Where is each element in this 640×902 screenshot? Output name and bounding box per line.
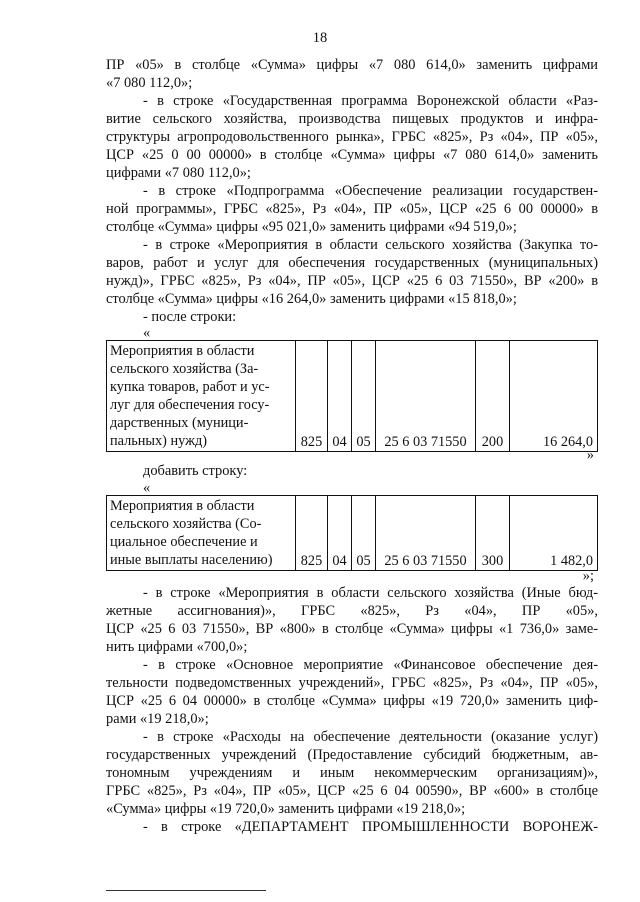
table-row xyxy=(107,496,598,571)
body-line: нить цифрами «700,0»; xyxy=(106,639,248,655)
body-line: рами «19 218,0»; xyxy=(106,711,209,727)
table-cell-csr: 25 6 03 71550 xyxy=(376,341,476,452)
table-cell-vr: 300 xyxy=(476,496,510,571)
footer-rule xyxy=(106,890,266,891)
close-quote: »; xyxy=(582,568,594,584)
body-line: - в строке «ДЕПАРТАМЕНТ ПРОМЫШЛЕННОСТИ ВОРОНЕЖ- xyxy=(143,819,598,835)
table-cell-pr: 05 xyxy=(352,496,376,571)
close-quote: » xyxy=(586,447,594,463)
budget-table-original-row xyxy=(106,340,598,452)
open-quote: « xyxy=(143,325,151,341)
table-cell-pr: 05 xyxy=(352,341,376,452)
body-line: - в строке «Мероприятия в области сельского хозяйства (Закупка то- xyxy=(143,237,598,253)
body-line: структуры агропродовольственного рынка», ГРБС «825», Рз «04», ПР «05», xyxy=(106,129,598,145)
table-cell-grbs: 825 xyxy=(296,341,328,452)
body-line: ной программы», ГРБС «825», Рз «04», ПР «05», ЦСР «25 6 00 00000» в xyxy=(106,201,598,217)
table-cell-sum: 1 482,0 xyxy=(510,496,598,571)
body-line: добавить строку: xyxy=(143,463,248,479)
table-cell-rz: 04 xyxy=(328,496,352,571)
name-line: сельского хозяйства (Со- xyxy=(110,516,262,532)
open-quote: « xyxy=(143,480,151,496)
body-line: столбце «Сумма» цифры «16 264,0» заменить цифрами «15 818,0»; xyxy=(106,291,517,307)
table-cell-name xyxy=(107,496,296,571)
name-line: купка товаров, работ и ус- xyxy=(110,379,270,395)
body-line: ГРБС «825», Рз «04», ПР «05», ЦСР «25 6 04 00590», ВР «600» в столбце xyxy=(106,783,598,799)
name-line: сельского хозяйства (За- xyxy=(110,361,259,377)
name-line: Мероприятия в области xyxy=(110,498,255,514)
body-line: - в строке «Государственная программа Воронежской области «Раз- xyxy=(143,93,598,109)
body-line: - в строке «Основное мероприятие «Финансовое обеспечение дея- xyxy=(143,657,598,673)
body-line: ЦСР «25 6 03 71550», ВР «800» в столбце «Сумма» цифры «1 736,0» заме- xyxy=(106,621,598,637)
table-cell-sum: 16 264,0 xyxy=(510,341,598,452)
body-line: ПР «05» в столбце «Сумма» цифры «7 080 614,0» заменить цифрами xyxy=(106,57,598,73)
body-line: - в строке «Мероприятия в области сельского хозяйства (Иные бюд- xyxy=(143,585,598,601)
table-cell-rz: 04 xyxy=(328,341,352,452)
body-line: - в строке «Подпрограмма «Обеспечение реализации государствен- xyxy=(143,183,598,199)
page-number: 18 xyxy=(312,30,328,46)
body-line: варов, работ и услуг для обеспечения государственных (муниципальных) xyxy=(106,255,598,271)
body-line: - после строки: xyxy=(143,309,237,325)
name-line: циальное обеспечение и xyxy=(110,534,258,550)
body-line: тельности подведомственных учреждений», ГРБС «825», Рз «04», ПР «05», xyxy=(106,675,598,691)
body-line: витие сельского хозяйства, производства пищевых продуктов и инфра- xyxy=(106,111,598,127)
body-line: цифрами «7 080 112,0»; xyxy=(106,165,251,181)
body-line: ЦСР «25 0 00 00000» в столбце «Сумма» цифры «7 080 614,0» заменить xyxy=(106,147,598,163)
body-line: жетные ассигнования)», ГРБС «825», Рз «04», ПР «05», xyxy=(106,603,598,619)
name-line: дарственных (муници- xyxy=(110,415,249,431)
body-line: ЦСР «25 6 04 00000» в столбце «Сумма» цифры «19 720,0» заменить циф- xyxy=(106,693,598,709)
body-line: «Сумма» цифры «19 720,0» заменить цифрами «19 218,0»; xyxy=(106,801,466,817)
body-line: государственных учреждений (Предоставление субсидий бюджетным, ав- xyxy=(106,747,598,763)
name-line: пальных) нужд) xyxy=(110,433,208,449)
budget-table-added-row xyxy=(106,495,598,571)
name-line: Мероприятия в области xyxy=(110,343,255,359)
table-cell-vr: 200 xyxy=(476,341,510,452)
body-line: нужд)», ГРБС «825», Рз «04», ПР «05», ЦСР «25 6 03 71550», ВР «200» в xyxy=(106,273,598,289)
table-row xyxy=(107,341,598,452)
body-line: «7 080 112,0»; xyxy=(106,75,193,91)
table-cell-grbs: 825 xyxy=(296,496,328,571)
body-line: - в строке «Расходы на обеспечение деятельности (оказание услуг) xyxy=(143,729,598,745)
table-cell-csr: 25 6 03 71550 xyxy=(376,496,476,571)
name-line: луг для обеспечения госу- xyxy=(110,397,270,413)
body-line: тономным учреждениям и иным некоммерческим организациям)», xyxy=(106,765,598,781)
body-line: столбце «Сумма» цифры «95 021,0» заменить цифрами «94 519,0»; xyxy=(106,219,517,235)
table-cell-name xyxy=(107,341,296,452)
name-line: иные выплаты населению) xyxy=(110,552,273,568)
